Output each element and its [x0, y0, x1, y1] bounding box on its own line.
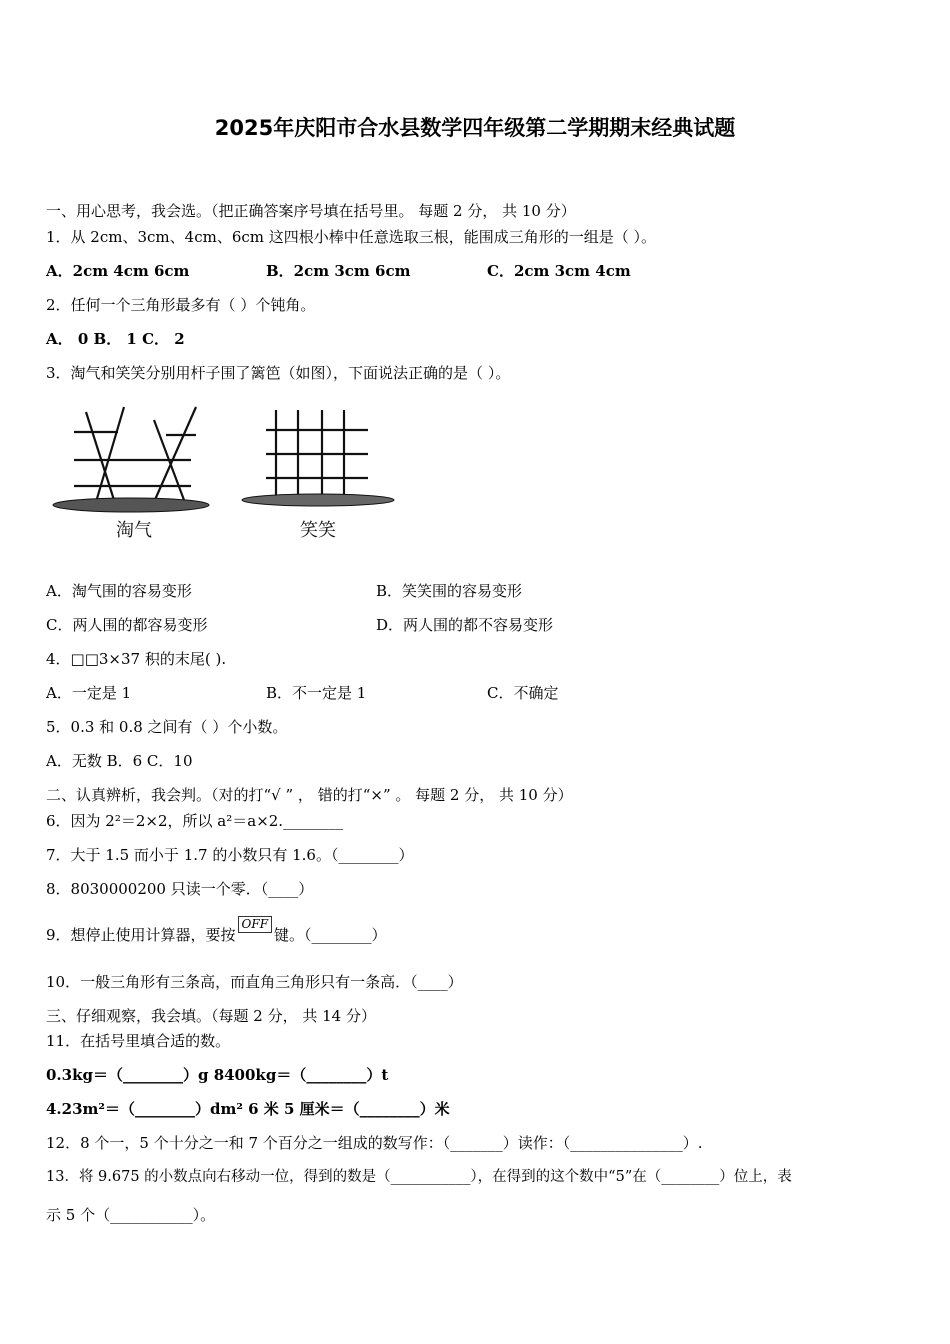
question-1-stem: 1．从 2cm、3cm、4cm、6cm 这四根小棒中任意选取三根，能围成三角形的一组是（ ）。: [46, 228, 657, 246]
question-4-stem: 4．□□3×37 积的末尾( ).: [46, 650, 227, 668]
question-11: 11．在括号里填合适的数。: [46, 1032, 231, 1050]
question-9-text-before: 9．想停止使用计算器，要按: [46, 926, 236, 944]
xiaoxiao-fence-figure: [236, 402, 406, 552]
question-3-stem: 3．淘气和笑笑分别用杆子围了篱笆（如图），下面说法正确的是（ ）。: [46, 364, 511, 382]
question-3-option-a: A．淘气围的容易变形: [46, 582, 192, 600]
question-3-option-c: C．两人围的都容易变形: [46, 616, 208, 634]
xiaoxiao-ground-shadow: [242, 494, 394, 506]
xiaoxiao-fence-poles: [266, 410, 368, 498]
question-9-text-after: 键。（________）: [274, 926, 387, 944]
question-9: [46, 917, 387, 945]
question-13-line-2: 示 5 个（___________）。: [46, 1206, 216, 1224]
question-1-option-c: C．2cm 3cm 4cm: [487, 262, 631, 280]
question-11-line-1: 0.3kg＝（________）g 8400kg＝（________）t: [46, 1066, 389, 1084]
question-2-options: A． 0 B． 1 C． 2: [46, 330, 185, 348]
question-5-options: A．无数 B．6 C．10: [46, 752, 193, 770]
taoqi-fence-poles: [74, 407, 196, 502]
question-8: 8．8030000200 只读一个零．（____）: [46, 880, 314, 898]
question-13-line-1: 13．将 9.675 的小数点向右移动一位，得到的数是（___________），在得到的这个数中“5”在（________）位上，表: [46, 1169, 792, 1185]
question-10: 10．一般三角形有三条高，而直角三角形只有一条高．（____）: [46, 973, 463, 991]
question-3-option-d: D．两人围的都不容易变形: [376, 616, 554, 634]
question-5-stem: 5．0.3 和 0.8 之间有（ ）个小数。: [46, 718, 288, 736]
question-4-option-b: B．不一定是 1: [266, 684, 367, 702]
question-1-option-b: B．2cm 3cm 6cm: [266, 262, 411, 280]
off-key-icon: OFF: [238, 916, 273, 933]
question-3-option-b: B．笑笑围的容易变形: [376, 582, 523, 600]
taoqi-fence-figure: [46, 402, 216, 552]
question-11-line-2: 4.23m²＝（________）dm² 6 米 5 厘米＝（________）米: [46, 1100, 450, 1118]
section-2-header: 二、认真辨析，我会判。（对的打“√ ” ， 错的打“×” 。 每题 2 分， 共 10 分）: [46, 786, 573, 804]
question-4-option-c: C．不确定: [487, 684, 559, 702]
question-2-stem: 2．任何一个三角形最多有（ ）个钝角。: [46, 296, 316, 314]
taoqi-label: 淘气: [116, 520, 152, 541]
taoqi-ground-shadow: [53, 498, 209, 512]
xiaoxiao-label: 笑笑: [300, 520, 336, 541]
section-3-header: 三、仔细观察，我会填。（每题 2 分， 共 14 分）: [46, 1007, 376, 1025]
section-1-header: 一、用心思考，我会选。（把正确答案序号填在括号里。 每题 2 分， 共 10 分）: [46, 202, 576, 220]
question-1-option-a: A．2cm 4cm 6cm: [46, 262, 190, 280]
question-7: 7．大于 1.5 而小于 1.7 的小数只有 1.6。（________）: [46, 846, 414, 864]
page-title: 2025年庆阳市合水县数学四年级第二学期期末经典试题: [214, 116, 736, 140]
question-12: 12．8 个一，5 个十分之一和 7 个百分之一组成的数写作：（_______）读作：（_______________）.: [46, 1134, 703, 1152]
question-6: 6．因为 2²＝2×2，所以 a²＝a×2.________: [46, 812, 344, 830]
question-4-option-a: A．一定是 1: [46, 684, 132, 702]
